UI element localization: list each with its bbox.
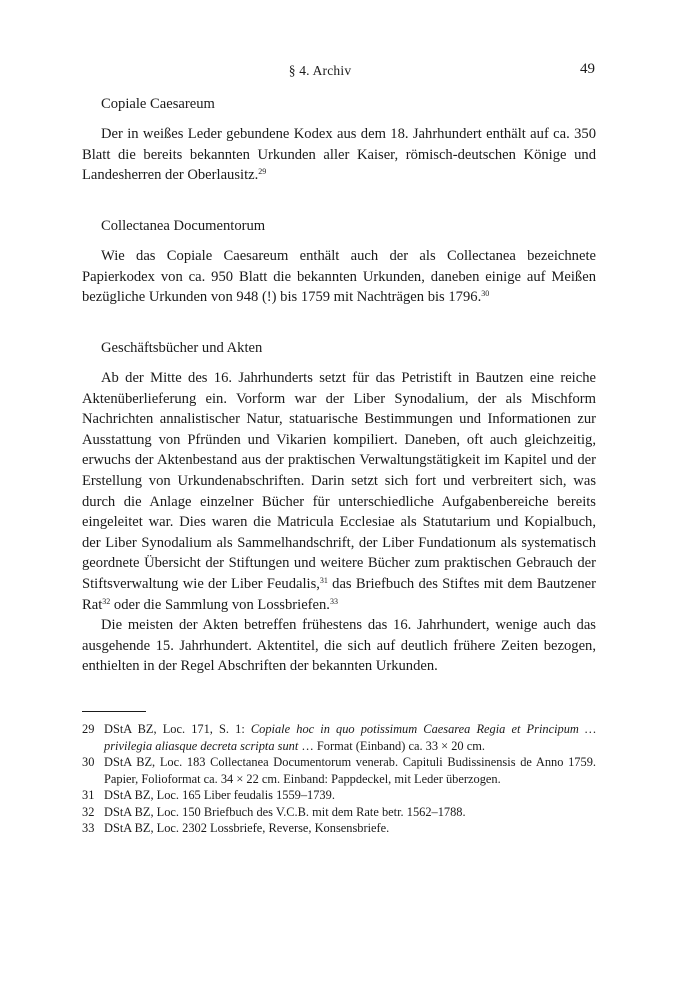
paragraph: Ab der Mitte des 16. Jahrhunderts setzt für das Petristift in Bautzen eine reiche Aktenüberlieferung ein. Vorform war der Liber Synodalium, der als Mischform Nachrichten annalistischer Natur, statuarische Bestimmungen und Informationen zur Ausstattung von Pfründen und Vikarien kompiliert. Daneben, oft auch gleichzeitig, erwuchs der Aktenbestand aus der praktischen Verwaltungstätigkeit im Kapitel und der Erstellung von Urkundenabschriften. Darin setzt sich fort und verbreitert sich, was durch die Anlage einzelner Bücher für unterschiedliche Aufgabenbereiche bereits eingeleitet war. Dies waren die Matricula Ecclesiae als Statutarium und Kopialbuch, der Liber Synodalium als Sammelhandschrift, der Liber Fundationum als systematisch geordnete Übersicht der Stiftungen und weitere Bücher zum praktischen Gebrauch der Stiftsverwaltung wie der Liber Feudalis,$^{31}$ das Briefbuch des Stiftes mit dem Bautzener Rat$^{32}$ oder die Sammlung von Lossbriefen.$^{33}$	[82, 370, 596, 613]
footnote-number: 32	[82, 804, 95, 819]
footnote-number: 29	[82, 722, 95, 736]
footnote	[82, 754, 596, 787]
section-heading-geschaeftsbuecher: Geschäftsbücher und Akten	[101, 340, 263, 356]
page-number: 49	[580, 61, 595, 77]
paragraph: Die meisten der Akten betreffen frühestens das 16. Jahrhundert, wenige auch das ausgehende 15. Jahrhundert. Aktentitel, die sich auf deutlich frühere Zeiten bezogen, enthielten in der Regel Abschriften der bekannten Urkunden.	[82, 617, 596, 675]
section-body-geschaeftsbuecher	[82, 368, 596, 677]
footnote-number: 33	[82, 821, 95, 835]
section-body-collectanea	[82, 246, 596, 308]
footnote-text: DStA BZ, Loc. 150 Briefbuch des V.C.B. mit dem Rate betr. 1562–1788.	[104, 804, 466, 819]
footnote	[82, 721, 596, 754]
footnote-ref: 31	[319, 575, 328, 585]
footnote	[82, 820, 596, 837]
footnote	[82, 787, 596, 804]
section-heading-copiale: Copiale Caesareum	[101, 96, 215, 112]
footnote-ref: 33	[329, 596, 338, 606]
footnote-ref: 32	[102, 596, 111, 606]
section-heading-collectanea: Collectanea Documentorum	[101, 218, 266, 234]
footnote-ref: 30	[481, 289, 490, 299]
footnote-separator	[82, 711, 146, 712]
paragraph: Wie das Copiale Caesareum enthält auch der als Collectanea bezeichnete Papierkodex von ca. 950 Blatt die bekannten Urkunden, daneben einige auf Meißen bezügliche Urkunden von 948 (!) bis 1759 mit Nachträgen bis 1796.30	[82, 248, 596, 306]
footnote	[82, 804, 596, 821]
footnote-number: 31	[82, 788, 95, 802]
footnote-ref: 29	[258, 167, 267, 177]
paragraph: Der in weißes Leder gebundene Kodex aus dem 18. Jahrhundert enthält auf ca. 350 Blatt die bereits bekannten Urkunden aller Kaiser, römisch-deutschen Könige und Landesherren der Oberlausitz.$^{29}$	[82, 126, 596, 184]
running-header: § 4. Archiv	[288, 63, 352, 78]
footnotes	[82, 721, 596, 837]
footnote-text: DStA BZ, Loc. 2302 Lossbriefe, Reverse, Konsensbriefe.	[104, 821, 390, 835]
footnote-number: 30	[82, 755, 95, 769]
footnote-text: DStA BZ, Loc. 165 Liber feudalis 1559–1739.	[104, 788, 335, 802]
footnote-text: DStA BZ, Loc. 171, S. 1: Copiale hoc in quo potissimum Caesarea Regia et Principum … privilegia aliasque decreta scripta sunt … Format (Einband) ca. 33 × 20 cm.	[104, 722, 597, 753]
footnote-text: DStA BZ, Loc. 183 Collectanea Documentorum venerab. Capituli Budissinensis de Anno 1759. Papier, Folioformat ca. 34 × 22 cm. Einband: Pappdeckel, mit Leder überzogen.	[104, 755, 596, 786]
section-body-copiale	[82, 124, 596, 186]
